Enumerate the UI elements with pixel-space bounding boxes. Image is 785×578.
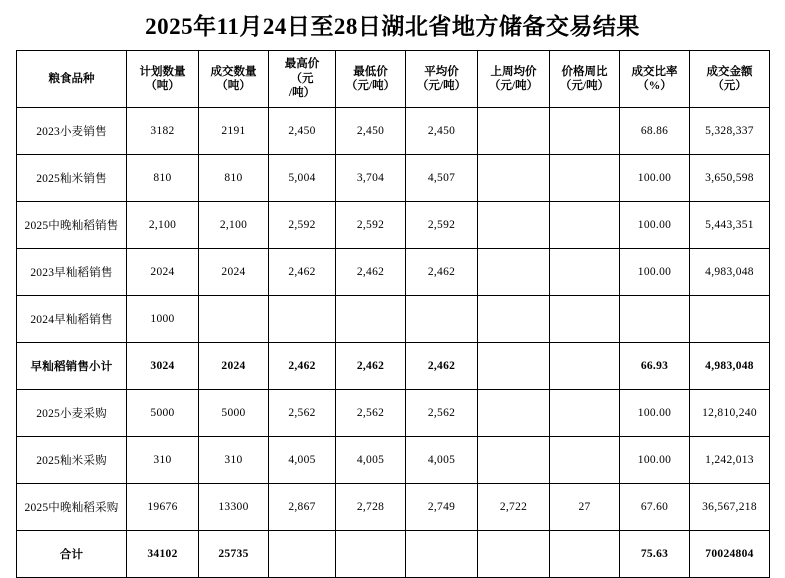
cell-average-price: 4,507 (406, 155, 478, 202)
cell-trade-ratio: 100.00 (620, 202, 690, 249)
cell-weekly-price-change (550, 296, 620, 343)
cell-grain-type: 2025籼米采购 (17, 437, 127, 484)
cell-lowest-price: 4,005 (336, 437, 406, 484)
header-line: （元/吨） (345, 80, 396, 92)
cell-grain-type: 早籼稻销售小计 (17, 343, 127, 390)
cell-planned-qty: 5000 (127, 390, 199, 437)
table-row-total (17, 531, 770, 578)
cell-trade-amount: 3,650,598 (690, 155, 770, 202)
cell-highest-price: 2,592 (269, 202, 336, 249)
cell-trade-amount (690, 296, 770, 343)
cell-trade-ratio: 68.86 (620, 108, 690, 155)
header-line: （%） (637, 80, 672, 92)
cell-trade-ratio: 100.00 (620, 155, 690, 202)
cell-last-week-average-price (478, 249, 550, 296)
cell-average-price: 4,005 (406, 437, 478, 484)
cell-highest-price: 2,562 (269, 390, 336, 437)
cell-grain-type: 2023早籼稻销售 (17, 249, 127, 296)
cell-weekly-price-change (550, 343, 620, 390)
header-line: 成交比率 (631, 65, 678, 78)
cell-traded-qty: 310 (199, 437, 269, 484)
cell-weekly-price-change (550, 202, 620, 249)
cell-planned-qty: 1000 (127, 296, 199, 343)
cell-traded-qty: 2024 (199, 343, 269, 390)
page-title: 2025年11月24日至28日湖北省地方储备交易结果 (145, 14, 640, 39)
cell-highest-price (269, 296, 336, 343)
cell-trade-ratio: 100.00 (620, 390, 690, 437)
cell-trade-ratio: 100.00 (620, 437, 690, 484)
cell-lowest-price: 2,562 (336, 390, 406, 437)
cell-lowest-price: 2,462 (336, 343, 406, 390)
cell-highest-price: 2,462 (269, 249, 336, 296)
cell-weekly-price-change (550, 531, 620, 578)
header-line: 成交金额 (706, 65, 753, 78)
cell-weekly-price-change: 27 (550, 484, 620, 531)
column-header-trade-ratio (620, 51, 690, 108)
cell-traded-qty: 2,100 (199, 202, 269, 249)
header-line: 最低价 (353, 65, 388, 78)
cell-weekly-price-change (550, 390, 620, 437)
trade-results-table (16, 50, 770, 578)
cell-highest-price: 2,867 (269, 484, 336, 531)
cell-last-week-average-price: 2,722 (478, 484, 550, 531)
cell-average-price: 2,562 (406, 390, 478, 437)
table-row (17, 390, 770, 437)
cell-last-week-average-price (478, 155, 550, 202)
header-line: 价格周比 (561, 65, 608, 78)
header-line: /吨） (288, 87, 316, 100)
cell-trade-amount: 5,443,351 (690, 202, 770, 249)
cell-last-week-average-price (478, 202, 550, 249)
header-line: 计划数量 (139, 65, 186, 78)
table-row (17, 484, 770, 531)
cell-last-week-average-price (478, 296, 550, 343)
cell-trade-ratio: 75.63 (620, 531, 690, 578)
cell-trade-amount: 70024804 (690, 531, 770, 578)
cell-planned-qty: 310 (127, 437, 199, 484)
cell-trade-amount: 12,810,240 (690, 390, 770, 437)
cell-last-week-average-price (478, 390, 550, 437)
cell-last-week-average-price (478, 531, 550, 578)
cell-grain-type: 2024早籼稻销售 (17, 296, 127, 343)
cell-grain-type: 2025中晚籼稻销售 (17, 202, 127, 249)
table-row (17, 296, 770, 343)
cell-grain-type: 2025小麦采购 (17, 390, 127, 437)
cell-trade-amount: 5,328,337 (690, 108, 770, 155)
cell-trade-amount: 1,242,013 (690, 437, 770, 484)
cell-lowest-price: 3,704 (336, 155, 406, 202)
cell-traded-qty: 2191 (199, 108, 269, 155)
column-header-traded-qty (199, 51, 269, 108)
cell-weekly-price-change (550, 108, 620, 155)
cell-trade-ratio: 100.00 (620, 249, 690, 296)
column-header-lowest-price (336, 51, 406, 108)
cell-traded-qty: 13300 (199, 484, 269, 531)
header-line: （吨） (145, 80, 180, 92)
table-body (17, 108, 770, 578)
cell-lowest-price: 2,728 (336, 484, 406, 531)
table-row (17, 108, 770, 155)
cell-weekly-price-change (550, 437, 620, 484)
header-line: 粮食品种 (48, 72, 95, 85)
cell-trade-ratio: 66.93 (620, 343, 690, 390)
cell-traded-qty: 2024 (199, 249, 269, 296)
column-header-grain-type (17, 51, 127, 108)
cell-traded-qty: 5000 (199, 390, 269, 437)
cell-average-price (406, 296, 478, 343)
table-row-subtotal (17, 343, 770, 390)
cell-traded-qty (199, 296, 269, 343)
cell-planned-qty: 34102 (127, 531, 199, 578)
cell-highest-price (269, 531, 336, 578)
cell-average-price: 2,462 (406, 249, 478, 296)
cell-average-price: 2,462 (406, 343, 478, 390)
cell-grain-type: 2025籼米销售 (17, 155, 127, 202)
cell-planned-qty: 810 (127, 155, 199, 202)
table-row (17, 155, 770, 202)
cell-trade-ratio (620, 296, 690, 343)
cell-planned-qty: 3182 (127, 108, 199, 155)
header-line: （元 (290, 72, 314, 85)
cell-grain-type: 2023小麦销售 (17, 108, 127, 155)
table-row (17, 437, 770, 484)
cell-grain-type: 合计 (17, 531, 127, 578)
cell-trade-ratio: 67.60 (620, 484, 690, 531)
cell-average-price: 2,450 (406, 108, 478, 155)
cell-trade-amount: 4,983,048 (690, 343, 770, 390)
header-line: （元/吨） (416, 80, 467, 92)
header-line: （元） (712, 80, 747, 92)
cell-lowest-price (336, 296, 406, 343)
table-row (17, 249, 770, 296)
cell-highest-price: 4,005 (269, 437, 336, 484)
header-line: （吨） (216, 80, 251, 92)
cell-traded-qty: 810 (199, 155, 269, 202)
cell-highest-price: 2,450 (269, 108, 336, 155)
cell-last-week-average-price (478, 437, 550, 484)
header-line: 最高价 (284, 58, 320, 71)
cell-lowest-price: 2,462 (336, 249, 406, 296)
header-line: （元/吨） (559, 80, 610, 92)
column-header-trade-amount (690, 51, 770, 108)
header-line: 平均价 (424, 65, 459, 78)
cell-planned-qty: 2,100 (127, 202, 199, 249)
cell-last-week-average-price (478, 343, 550, 390)
cell-trade-amount: 4,983,048 (690, 249, 770, 296)
header-line: （元/吨） (488, 80, 539, 92)
cell-lowest-price: 2,592 (336, 202, 406, 249)
table-header (17, 51, 770, 108)
table-header-row (17, 51, 770, 108)
cell-average-price (406, 531, 478, 578)
cell-weekly-price-change (550, 155, 620, 202)
header-line: 上周均价 (490, 65, 537, 78)
cell-trade-amount: 36,567,218 (690, 484, 770, 531)
column-header-average-price (406, 51, 478, 108)
cell-lowest-price (336, 531, 406, 578)
cell-planned-qty: 19676 (127, 484, 199, 531)
cell-traded-qty: 25735 (199, 531, 269, 578)
cell-last-week-average-price (478, 108, 550, 155)
cell-highest-price: 2,462 (269, 343, 336, 390)
column-header-highest-price (269, 51, 336, 108)
cell-average-price: 2,592 (406, 202, 478, 249)
cell-lowest-price: 2,450 (336, 108, 406, 155)
header-line: 成交数量 (210, 65, 257, 78)
column-header-last-week-average-price (478, 51, 550, 108)
column-header-weekly-price-change (550, 51, 620, 108)
column-header-planned-qty (127, 51, 199, 108)
cell-grain-type: 2025中晚籼稻采购 (17, 484, 127, 531)
table-row (17, 202, 770, 249)
cell-planned-qty: 2024 (127, 249, 199, 296)
cell-highest-price: 5,004 (269, 155, 336, 202)
cell-weekly-price-change (550, 249, 620, 296)
cell-average-price: 2,749 (406, 484, 478, 531)
cell-planned-qty: 3024 (127, 343, 199, 390)
